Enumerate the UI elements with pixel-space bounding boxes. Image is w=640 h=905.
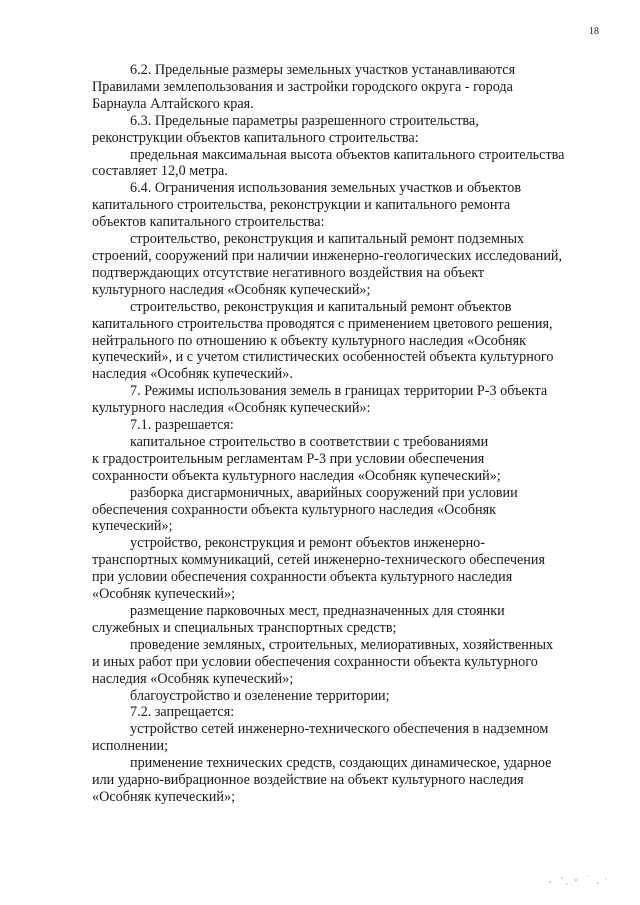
paragraph-parking: размещение парковочных мест, предназначенных для стоянки служебных и специальных транспортных средств; [92, 603, 505, 636]
paragraph-earthworks: проведение земляных, строительных, мелиоративных, хозяйственных и иных работ при условии обеспечения сохранности объекта культурного наследия «Особняк купеческий»; [92, 636, 554, 687]
paragraph-overhead-networks: устройство сетей инженерно-технического обеспечения в надземном исполнении; [92, 721, 549, 755]
paragraph-7-1: 7.1. разрешается: [130, 417, 234, 434]
scan-noise-marks [540, 870, 620, 890]
paragraph-utilities: устройство, реконструкция и ремонт объектов инженерно- транспортных коммуникаций, сетей инженерно-технического обеспечения при условии обеспечения сохранности объекта культурного наследия «Особняк купеческий»; [92, 535, 545, 603]
paragraph-7: 7. Режимы использования земель в границах территории Р-3 объекта культурного наследия «Особняк купеческий»: [92, 383, 548, 417]
paragraph-7-2: 7.2. запрещается: [130, 704, 235, 721]
paragraph-dismantling: разборка дисгармоничных, аварийных сооружений при условии обеспечения сохранности объекта культурного наследия «Особняк купеческий»; [92, 484, 518, 535]
paragraph-landscaping: благоустройство и озеленение территории; [130, 687, 390, 704]
paragraph-underground-construction: строительство, реконструкция и капитальный ремонт подземных строений, сооружений при наличии инженерно-геологических исследований, подтверждающих отсутствие негативного воздействия на объект культурного наследия «Особняк купеческий»; [92, 231, 563, 298]
paragraph-dynamic-impact: применение технических средств, создающих динамическое, ударное или ударно-вибрационное воздействие на объект культурного наследия «Особняк купеческий»; [92, 755, 552, 805]
document-body [92, 62, 598, 806]
paragraph-capital-construction: капитальное строительство в соответствии с требованиями к градостроительным регламентам Р-3 при условии обеспечения сохранности объекта культурного наследия «Особняк купеческий»; [92, 433, 501, 484]
paragraph-6-4: 6.4. Ограничения использования земельных участков и объектов капитального строительства, реконструкции и капитального ремонта объектов капитального строительства: [92, 180, 522, 231]
paragraph-6-3: 6.3. Предельные параметры разрешенного строительства, реконструкции объектов капитального строительства: [92, 112, 479, 146]
paragraph-max-height: предельная максимальная высота объектов капитального строительства составляет 12,0 метра. [92, 146, 565, 180]
paragraph-6-2: 6.2. Предельные размеры земельных участков устанавливаются Правилами землепользования и застройки городского округа - города Барнаула Алтайского края. [92, 62, 516, 112]
page-number: 18 [589, 26, 599, 37]
paragraph-color-solution: строительство, реконструкция и капитальный ремонт объектов капитального строительства проводятся с применением цветового решения, нейтрального по отношению к объекту культурного наследия «Особняк купеческий», и с учетом стилистических особенностей объекта культурного наследия «Особняк купеческий». [92, 298, 554, 383]
